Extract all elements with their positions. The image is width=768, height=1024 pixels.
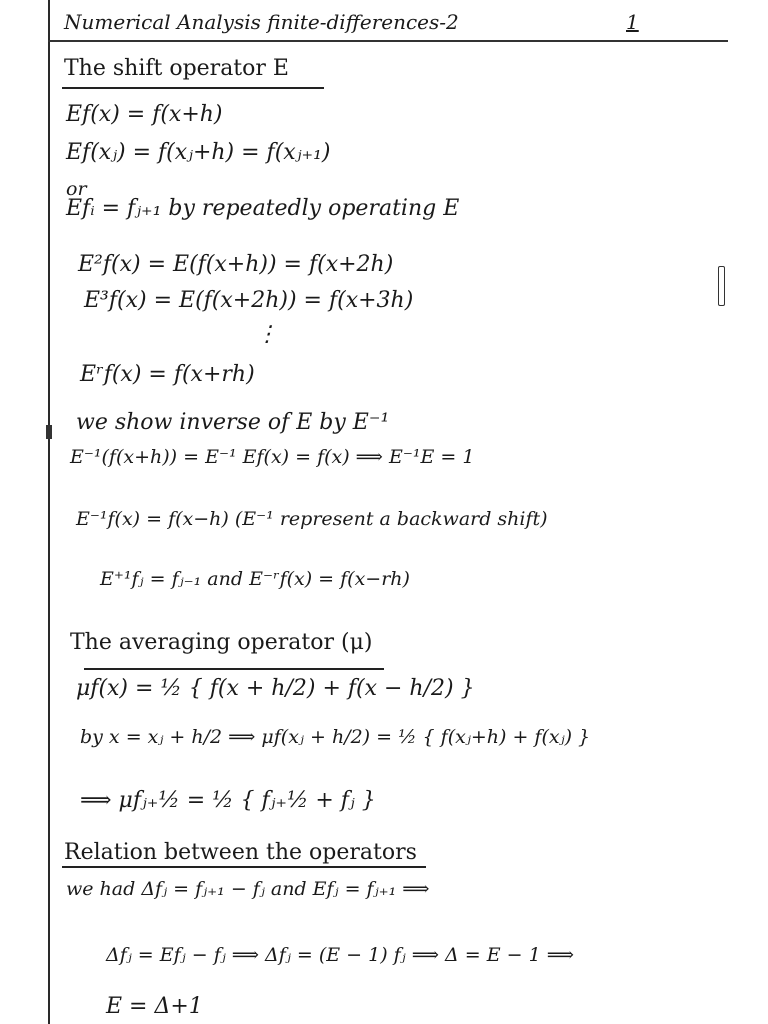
page-title: Numerical Analysis finite-differences-2 <box>64 10 459 34</box>
heading-underline <box>62 87 324 89</box>
text-line: we show inverse of E by E⁻¹ <box>76 410 390 435</box>
section-heading-relation: Relation between the operators <box>64 840 417 865</box>
equation-line: μf(x) = ½ { f(x + h/2) + f(x − h/2) } <box>76 676 475 701</box>
equation-line: Ef(xⱼ) = f(xⱼ+h) = f(xⱼ₊₁) <box>66 140 331 165</box>
section-heading-shift-operator: The shift operator E <box>64 56 289 81</box>
equation-line: Efᵢ = fⱼ₊₁ by repeatedly operating E <box>66 196 460 221</box>
equation-line: by x = xⱼ + h/2 ⟹ μf(xⱼ + h/2) = ½ { f(xⱼ+h) + f(xⱼ) } <box>80 726 591 748</box>
equation-line: E²f(x) = E(f(x+h)) = f(x+2h) <box>78 252 394 277</box>
equation-line: Eʳf(x) = f(x+rh) <box>80 362 255 387</box>
ellipsis: ⋮ <box>256 322 278 347</box>
binding-mark <box>718 266 725 306</box>
equation-line: ⟹ μfⱼ₊½ = ½ { fⱼ₊½ + fⱼ } <box>80 788 376 813</box>
heading-underline <box>84 668 384 670</box>
equation-line: Δfⱼ = Efⱼ − fⱼ ⟹ Δfⱼ = (E − 1) fⱼ ⟹ Δ = E − 1 ⟹ <box>106 944 574 966</box>
equation-line: E⁻¹(f(x+h)) = E⁻¹ Ef(x) = f(x) ⟹ E⁻¹E = 1 <box>70 446 475 468</box>
equation-line: E³f(x) = E(f(x+2h)) = f(x+3h) <box>84 288 414 313</box>
margin-line <box>48 0 50 1024</box>
equation-line: E⁻¹f(x) = f(x−h) (E⁻¹ represent a backward shift) <box>76 508 548 530</box>
page-number: 1 <box>626 10 639 34</box>
equation-line: E = Δ+1 <box>106 994 203 1019</box>
section-heading-averaging-operator: The averaging operator (μ) <box>70 630 373 655</box>
margin-tick <box>46 425 52 439</box>
text-line: or <box>66 178 87 200</box>
heading-underline <box>62 866 426 868</box>
header-rule <box>48 40 728 42</box>
equation-line: we had Δfⱼ = fⱼ₊₁ − fⱼ and Efⱼ = fⱼ₊₁ ⟹ <box>66 878 430 900</box>
equation-line: E⁺¹fⱼ = fⱼ₋₁ and E⁻ʳf(x) = f(x−rh) <box>100 568 410 590</box>
equation-line: Ef(x) = f(x+h) <box>66 102 223 127</box>
